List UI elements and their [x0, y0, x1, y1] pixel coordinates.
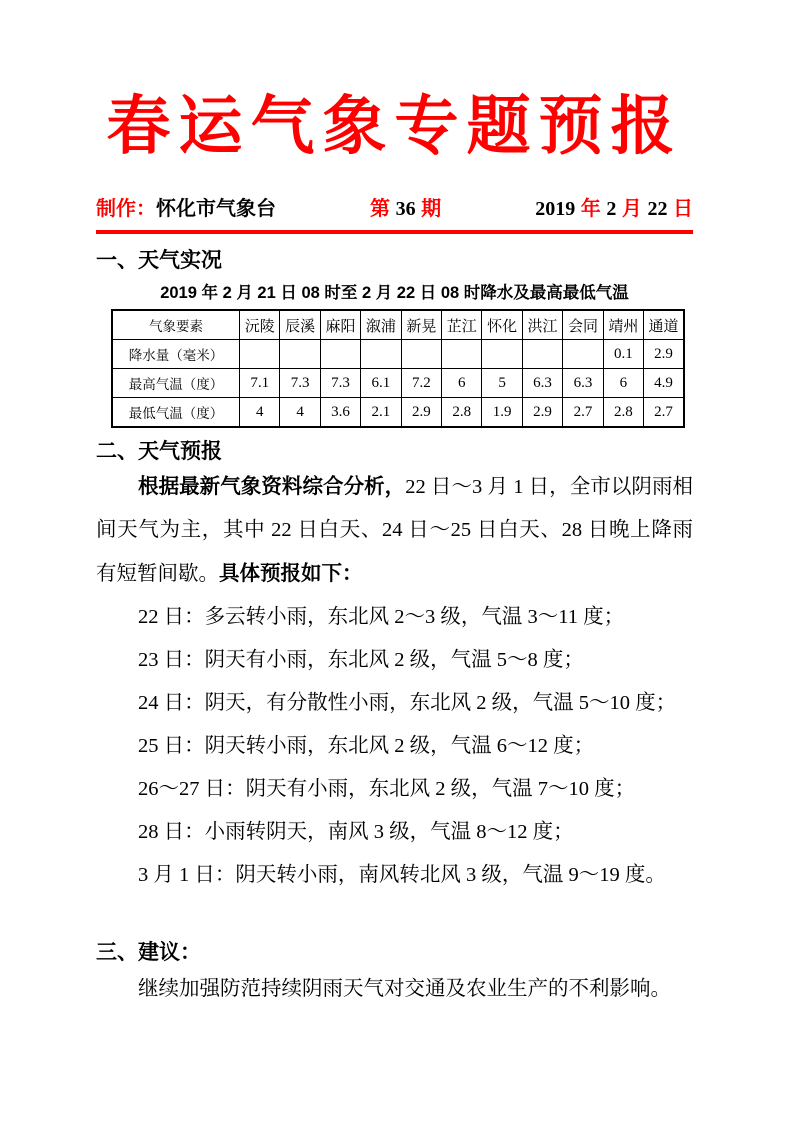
- column-header-station: 溆浦: [361, 310, 401, 340]
- date-day-unit: 日: [673, 198, 693, 220]
- table-cell: 2.7: [644, 398, 684, 428]
- table-cell: [320, 340, 360, 369]
- forecast-line: 24 日：阴天，有分散性小雨，东北风 2 级，气温 5～10 度；: [138, 692, 677, 714]
- table-cell: [240, 340, 280, 369]
- producer-field: [96, 196, 276, 222]
- bulletin-header: [96, 196, 693, 222]
- table-cell: 7.3: [320, 369, 360, 398]
- table-cell: 0.1: [603, 340, 643, 369]
- advice-text: 继续加强防范持续阴雨天气对交通及农业生产的不利影响。: [138, 978, 672, 1000]
- table-cell: [280, 340, 320, 369]
- column-header-station: 洪江: [522, 310, 562, 340]
- table-cell: 6.3: [522, 369, 562, 398]
- table-cell: 6.1: [361, 369, 401, 398]
- date-day: 22: [647, 198, 668, 220]
- table-cell: [442, 340, 482, 369]
- daily-forecast-list: [96, 596, 693, 897]
- table-cell: 2.7: [563, 398, 603, 428]
- column-header-station: 通道: [644, 310, 684, 340]
- table-cell: 2.9: [522, 398, 562, 428]
- forecast-line: 25 日：阴天转小雨，东北风 2 级，气温 6～12 度；: [138, 735, 595, 757]
- row-label: 最高气温（度）: [112, 369, 240, 398]
- table-cell: 6: [442, 369, 482, 398]
- table-cell: 4.9: [644, 369, 684, 398]
- column-header-station: 芷江: [442, 310, 482, 340]
- forecast-line: 28 日：小雨转阴天，南风 3 级，气温 8～12 度；: [138, 821, 574, 843]
- table-cell: 2.9: [644, 340, 684, 369]
- column-header-station: 会同: [563, 310, 603, 340]
- issue-suffix: 期: [421, 198, 442, 220]
- paragraph-body: 22 日～3 月 1 日，全市以阴雨相间天气为主，其中 22 日白天、24 日～25 日白天、28 日晚上降雨有短暂间歇。: [96, 476, 694, 585]
- date-year-unit: 年: [580, 198, 601, 220]
- section2-heading: 二、天气预报: [96, 440, 222, 463]
- weather-table: [111, 309, 685, 428]
- table-cell: 3.6: [320, 398, 360, 428]
- weather-table-body: [112, 310, 684, 427]
- paragraph-tail: 具体预报如下：: [219, 562, 363, 585]
- table-cell: 2.8: [603, 398, 643, 428]
- table-cell: 5: [482, 369, 522, 398]
- date-year: 2019: [535, 198, 576, 220]
- date-field: [535, 196, 693, 222]
- issue-number: 36: [395, 198, 416, 220]
- table-cell: [482, 340, 522, 369]
- table-cell: 7.2: [401, 369, 441, 398]
- table-cell: 2.8: [442, 398, 482, 428]
- column-header-station: 靖州: [603, 310, 643, 340]
- page-title: 春运气象专题预报: [106, 91, 683, 162]
- forecast-summary-paragraph: [96, 465, 693, 596]
- section3-heading: 三、建议：: [96, 941, 201, 964]
- weather-table-title: 2019 年 2 月 21 日 08 时至 2 月 22 日 08 时降水及最高最低气温: [160, 284, 629, 302]
- table-cell: 1.9: [482, 398, 522, 428]
- table-row: [112, 369, 684, 398]
- table-cell: [361, 340, 401, 369]
- date-month-unit: 月: [621, 198, 642, 220]
- table-cell: 4: [240, 398, 280, 428]
- column-header-station: 麻阳: [320, 310, 360, 340]
- forecast-line: 3 月 1 日：阴天转小雨，南风转北风 3 级，气温 9～19 度。: [138, 864, 666, 886]
- column-header-factor: 气象要素: [112, 310, 240, 340]
- table-row: [112, 398, 684, 428]
- column-header-station: 沅陵: [240, 310, 280, 340]
- column-header-station: 辰溪: [280, 310, 320, 340]
- producer-name: 怀化市气象台: [156, 198, 276, 220]
- table-row: [112, 340, 684, 369]
- table-cell: 4: [280, 398, 320, 428]
- table-cell: 2.9: [401, 398, 441, 428]
- paragraph-lead: 根据最新气象资料综合分析，: [138, 475, 406, 498]
- table-cell: 7.1: [240, 369, 280, 398]
- table-cell: [401, 340, 441, 369]
- row-label: 降水量（毫米）: [112, 340, 240, 369]
- column-header-station: 怀化: [482, 310, 522, 340]
- forecast-line: 22 日：多云转小雨，东北风 2～3 级，气温 3～11 度；: [138, 606, 625, 628]
- header-divider: [96, 230, 693, 234]
- column-header-station: 新晃: [401, 310, 441, 340]
- date-month: 2: [606, 198, 617, 220]
- table-cell: 6: [603, 369, 643, 398]
- forecast-line: 23 日：阴天有小雨，东北风 2 级，气温 5～8 度；: [138, 649, 584, 671]
- section1-heading: 一、天气实况: [96, 249, 222, 272]
- table-header-row: [112, 310, 684, 340]
- table-cell: 7.3: [280, 369, 320, 398]
- table-cell: [563, 340, 603, 369]
- forecast-line: 26～27 日：阴天有小雨，东北风 2 级，气温 7～10 度；: [138, 778, 636, 800]
- producer-label: 制作：: [96, 198, 156, 220]
- row-label: 最低气温（度）: [112, 398, 240, 428]
- issue-field: [370, 196, 441, 222]
- table-cell: 6.3: [563, 369, 603, 398]
- table-cell: 2.1: [361, 398, 401, 428]
- table-cell: [522, 340, 562, 369]
- issue-prefix: 第: [370, 198, 391, 220]
